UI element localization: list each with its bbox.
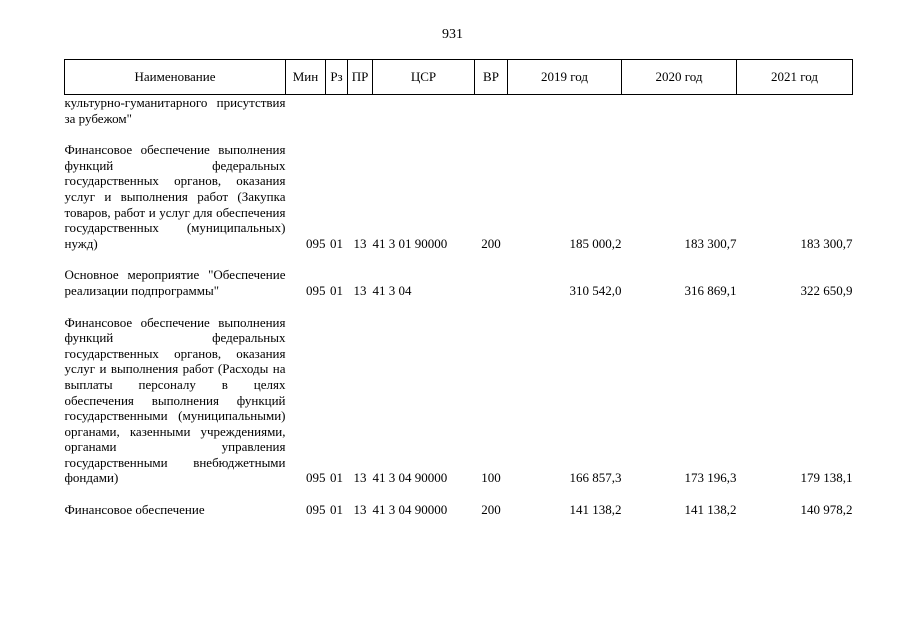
row-min bbox=[286, 95, 326, 127]
header-name: Наименование bbox=[65, 60, 286, 95]
row-spacer bbox=[65, 299, 853, 315]
row-spacer bbox=[65, 251, 853, 267]
row-csr: 41 3 04 90000 bbox=[372, 470, 448, 486]
row-2020: 173 196,3 bbox=[684, 470, 737, 486]
row-pr: 13 bbox=[353, 282, 367, 298]
row-min: 095 bbox=[306, 235, 326, 251]
row-2019: 185 000,2 bbox=[569, 235, 622, 251]
row-spacer bbox=[65, 486, 853, 502]
row-csr bbox=[373, 95, 475, 127]
row-2019: 310 542,0 bbox=[569, 282, 622, 298]
row-2019: 166 857,3 bbox=[569, 470, 622, 486]
header-min: Мин bbox=[286, 60, 326, 95]
table-header-row bbox=[65, 60, 853, 95]
row-vr: 200 bbox=[481, 502, 501, 518]
budget-table bbox=[64, 59, 853, 518]
row-2019: 141 138,2 bbox=[569, 502, 622, 518]
row-2019 bbox=[508, 95, 622, 127]
header-2019: 2019 год bbox=[508, 60, 622, 95]
row-name: культурно-гуманитарного присутствия за рубежом" bbox=[64, 95, 286, 126]
row-csr: 41 3 04 bbox=[372, 282, 412, 298]
row-rz: 01 bbox=[330, 282, 343, 298]
page-number: 931 bbox=[442, 27, 463, 42]
table-row bbox=[65, 267, 853, 298]
row-2020: 183 300,7 bbox=[684, 235, 737, 251]
row-min: 095 bbox=[306, 470, 326, 486]
row-2021: 322 650,9 bbox=[800, 282, 853, 298]
row-2020: 141 138,2 bbox=[684, 502, 737, 518]
row-2021: 179 138,1 bbox=[800, 470, 853, 486]
row-name: Основное мероприятие "Обеспечение реализации подпрограммы" bbox=[64, 267, 286, 298]
row-csr: 41 3 01 90000 bbox=[372, 235, 448, 251]
row-2021: 183 300,7 bbox=[800, 235, 853, 251]
row-2020: 316 869,1 bbox=[684, 282, 737, 298]
row-rz: 01 bbox=[330, 502, 343, 518]
row-min: 095 bbox=[306, 502, 326, 518]
row-rz bbox=[326, 95, 348, 127]
row-pr: 13 bbox=[353, 502, 367, 518]
header-2021: 2021 год bbox=[737, 60, 853, 95]
header-pr: ПР bbox=[348, 60, 373, 95]
row-rz: 01 bbox=[330, 235, 343, 251]
row-vr bbox=[475, 267, 508, 298]
header-rz: Рз bbox=[326, 60, 348, 95]
row-rz: 01 bbox=[330, 470, 343, 486]
row-csr: 41 3 04 90000 bbox=[372, 502, 448, 518]
header-vr: ВР bbox=[475, 60, 508, 95]
row-2021 bbox=[737, 95, 853, 127]
row-name: Финансовое обеспечение выполнения функций федеральных государственных органов, оказания услуг и выполнения работ (Закупка товаров, работ и услуг для обеспечения государственных (муниципальных) нужд) bbox=[64, 142, 286, 251]
row-vr: 200 bbox=[481, 235, 501, 251]
row-2021: 140 978,2 bbox=[800, 502, 853, 518]
row-2020 bbox=[622, 95, 737, 127]
row-pr: 13 bbox=[353, 470, 367, 486]
header-2020: 2020 год bbox=[622, 60, 737, 95]
row-name: Финансовое обеспечение выполнения функций федеральных государственных органов, оказания услуг и выполнения работ (Расходы на выплаты персоналу в целях обеспечения выполнения функций государственными (муниципальными) органами, казенными учреждениями, органами управления государственными внебюджетными фондами) bbox=[64, 314, 286, 486]
row-vr bbox=[475, 95, 508, 127]
table-row bbox=[65, 315, 853, 487]
row-pr bbox=[348, 95, 373, 127]
header-csr: ЦСР bbox=[373, 60, 475, 95]
row-pr: 13 bbox=[353, 235, 367, 251]
table-row bbox=[65, 502, 853, 518]
row-spacer bbox=[65, 126, 853, 142]
row-vr: 100 bbox=[481, 470, 501, 486]
table-row bbox=[65, 142, 853, 251]
row-name: Финансовое обеспечение bbox=[64, 502, 205, 518]
table-row bbox=[65, 95, 853, 127]
row-min: 095 bbox=[306, 282, 326, 298]
